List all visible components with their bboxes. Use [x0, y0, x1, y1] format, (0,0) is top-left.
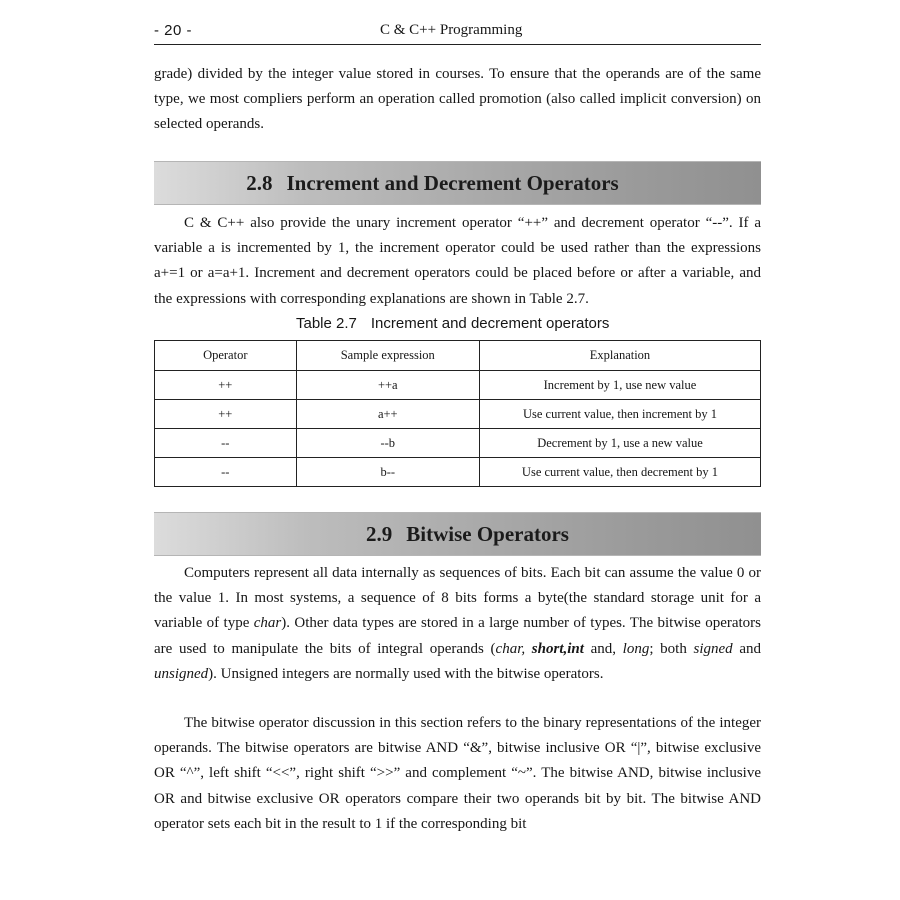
section-heading-2-9 — [154, 512, 761, 556]
table-cell: -- — [155, 458, 297, 487]
paragraph-increment-intro: C & C++ also provide the unary increment operator “++” and decrement operator “--”. If a variable a is incremented by 1, the increment operator could be used rather than the expressions a+=1 or a=a+1. Increment and decrement operators could be placed before or after a variable, and the expressions with corresponding explanations are shown in Table 2.7. — [154, 215, 761, 307]
text-italic: unsigned — [154, 665, 209, 682]
table-cell: b-- — [296, 458, 479, 487]
section-title — [246, 171, 618, 196]
table-row — [155, 429, 761, 458]
page-number: - 20 - — [154, 22, 193, 39]
table-cell: Decrement by 1, use a new value — [479, 429, 760, 458]
section-heading-2-8 — [154, 161, 761, 205]
text-italic: signed — [693, 640, 733, 657]
table-cell: ++ — [155, 371, 297, 400]
text-run — [525, 641, 532, 657]
table-cell: Increment by 1, use new value — [479, 371, 760, 400]
paragraph-bits-intro — [154, 561, 761, 687]
table-cell: -- — [155, 429, 297, 458]
header-cell: Sample expression — [296, 341, 479, 371]
text-run: ). Unsigned integers are normally used with the bitwise operators. — [208, 665, 604, 682]
text-bold-italic: short,int — [531, 640, 584, 657]
text-italic: char — [253, 615, 282, 632]
table-caption — [296, 315, 609, 332]
text-run: Computers represent all data internally as sequences of bits. Each bit can assume the value 0 or the value 1. In most systems, a sequence of 8 bits forms a byte(the standard storage unit for a variable of type — [154, 565, 761, 632]
table-cell: ++a — [296, 371, 479, 400]
running-title: C & C++ Programming — [380, 22, 523, 38]
table-cell: --b — [296, 429, 479, 458]
table-caption-title: Increment and decrement operators — [370, 315, 610, 332]
header-cell: Explanation — [479, 341, 760, 371]
table-cell: a++ — [296, 400, 479, 429]
text-run: ). Other data types are stored in a large number of types. The bitwise operators are used to manipulate the bits of integral operands ( — [154, 615, 762, 657]
section-title — [366, 522, 569, 547]
text-italic: char, — [495, 640, 526, 657]
table-row — [155, 400, 761, 429]
table-header-row — [155, 341, 761, 371]
section-title-text: Bitwise Operators — [406, 521, 569, 546]
paragraph-promotion: grade) divided by the integer value stored in courses. To ensure that the operands are of the same type, we most compliers perform an operation called promotion (also called implicit conversion) on selected operands. — [154, 66, 761, 133]
table-cell: Use current value, then decrement by 1 — [479, 458, 760, 487]
section-title-text: Increment and Decrement Operators — [286, 170, 619, 195]
text-italic: long — [622, 640, 650, 657]
text-run: and — [732, 640, 761, 657]
increment-decrement-table — [154, 340, 761, 487]
header-cell: Operator — [155, 341, 297, 371]
text-run: and, — [583, 640, 623, 657]
section-number: 2.8 — [246, 170, 273, 195]
text-run: ; both — [649, 640, 694, 657]
table-row — [155, 371, 761, 400]
header-divider — [154, 44, 761, 45]
section-number: 2.9 — [366, 521, 393, 546]
paragraph-bitwise-operators: The bitwise operator discussion in this section refers to the binary representations of the integer operands. The bitwise operators are bitwise AND “&”, bitwise inclusive OR “|”, bitwise exclusive OR “^”, left shift “<<”, right shift “>>” and complement “~”. The bitwise AND, bitwise inclusive OR and bitwise exclusive OR operators compare their two operands bit by bit. The bitwise AND operator sets each bit in the result to 1 if the corresponding bit — [154, 715, 761, 832]
table-row — [155, 458, 761, 487]
table-cell: Use current value, then increment by 1 — [479, 400, 760, 429]
table-cell: ++ — [155, 400, 297, 429]
table-caption-number: Table 2.7 — [296, 315, 357, 332]
